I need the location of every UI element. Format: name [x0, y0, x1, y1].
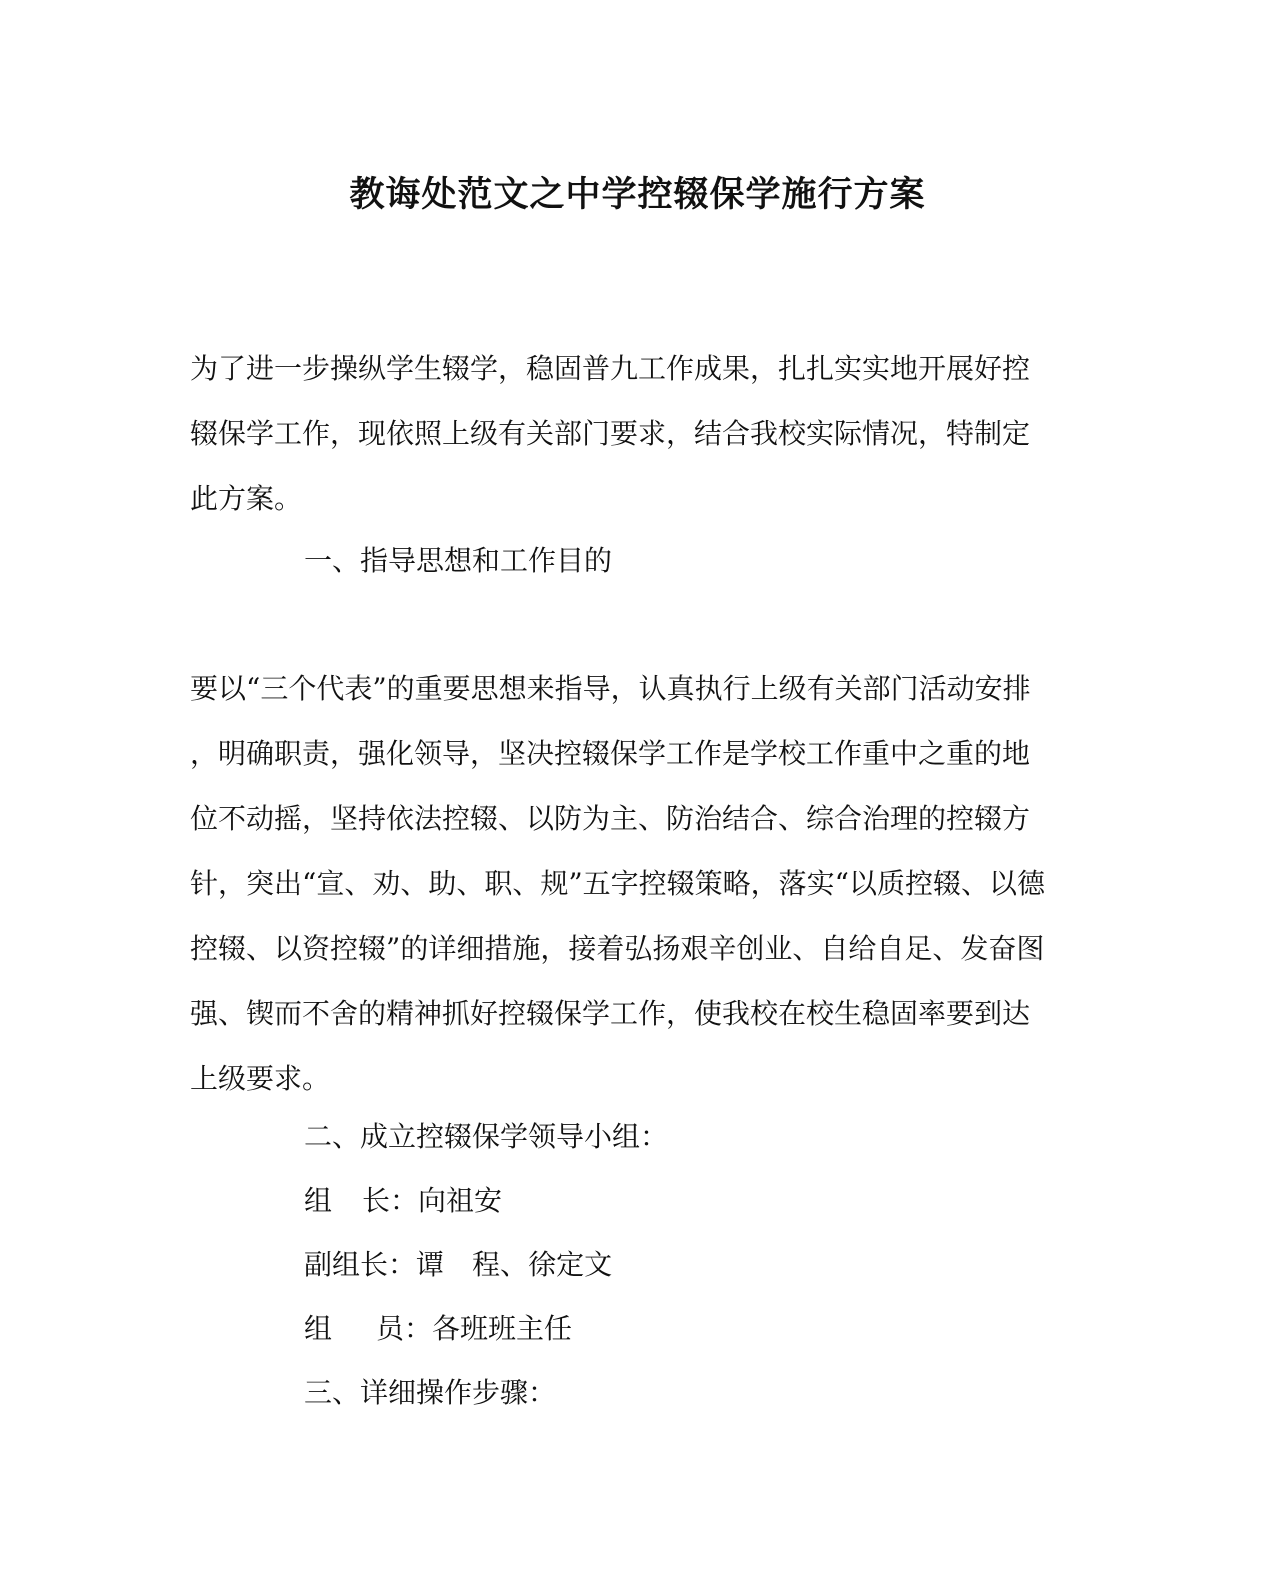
deputy-name-1a: 谭 — [416, 1248, 445, 1281]
section1-line-7: 上级要求。 — [190, 1062, 331, 1095]
section1-line-4: 针，突出“宣、劝、助、职、规”五字控辍策略，落实“以质控辍、以德 — [190, 867, 1045, 900]
member-value: 各班班主任 — [432, 1312, 573, 1345]
group-leader-name: 向祖安 — [418, 1184, 503, 1217]
section1-paragraph — [190, 656, 1070, 1111]
group-leader-label-2: 长： — [362, 1184, 419, 1217]
section1-line-3: 位不动摇，坚持依法控辍、以防为主、防治结合、综合治理的控辍方 — [190, 802, 1031, 835]
intro-paragraph — [190, 336, 1070, 531]
intro-line-2: 辍保学工作，现依照上级有关部门要求，结合我校实际情况，特制定 — [190, 417, 1031, 450]
intro-line-1: 为了进一步操纵学生辍学，稳固普九工作成果，扎扎实实地开展好控 — [190, 352, 1031, 385]
group-leader-row — [304, 1168, 502, 1233]
section1-line-2: ，明确职责，强化领导，坚决控辍保学工作是学校工作重中之重的地 — [190, 737, 1031, 770]
deputy-separator: 、 — [500, 1248, 529, 1281]
member-label-1: 组 — [304, 1312, 333, 1345]
section1-heading: 一、指导思想和工作目的 — [304, 544, 613, 577]
section2-heading: 二、成立控辍保学领导小组： — [304, 1120, 669, 1153]
document-title: 教诲处范文之中学控辍保学施行方案 — [349, 174, 926, 215]
section3-heading: 三、详细操作步骤： — [304, 1376, 557, 1409]
deputy-name-1b: 程 — [472, 1248, 501, 1281]
member-row — [304, 1296, 572, 1361]
section1-line-1: 要以“三个代表”的重要思想来指导，认真执行上级有关部门活动安排 — [190, 672, 1031, 705]
section1-line-6: 强、锲而不舍的精神抓好控辍保学工作，使我校在校生稳固率要到达 — [190, 997, 1031, 1030]
group-leader-label-1: 组 — [304, 1184, 333, 1217]
member-label-2: 员： — [376, 1312, 433, 1345]
section1-line-5: 控辍、以资控辍”的详细措施，接着弘扬艰辛创业、自给自足、发奋图 — [190, 932, 1045, 965]
intro-line-3: 此方案。 — [190, 482, 303, 515]
deputy-name-2: 徐定文 — [528, 1248, 613, 1281]
deputy-label: 副组长： — [304, 1248, 417, 1281]
deputy-row — [304, 1232, 612, 1297]
